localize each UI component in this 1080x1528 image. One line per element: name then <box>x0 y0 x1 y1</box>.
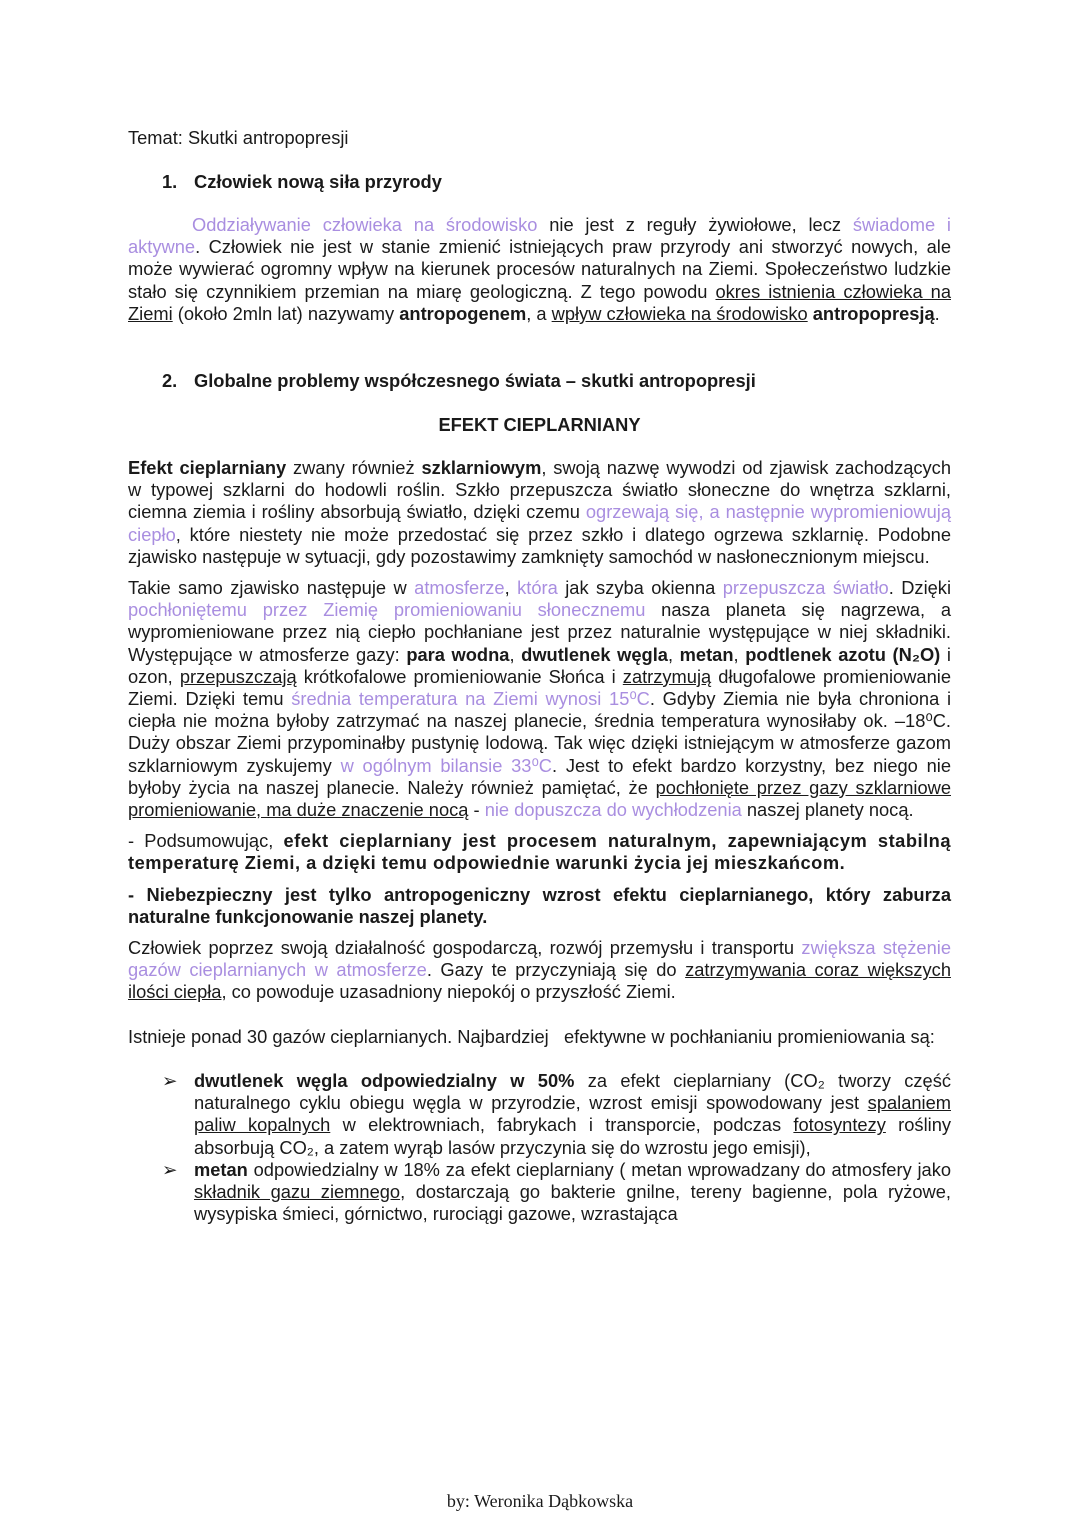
section-2-heading <box>128 369 951 393</box>
highlight-text: średnia temperatura na Ziemi wynosi 15⁰C <box>291 688 650 710</box>
highlight-text: ogrzewają się, a następnie wypromieniowują ciepło <box>128 501 951 545</box>
bold-text: szklarniowym <box>421 457 542 479</box>
text-run: Takie samo zjawisko następuje w <box>128 577 415 599</box>
human-impact-paragraph <box>128 937 951 1004</box>
text-run: , które niestety nie może przedostać się przez szkło i dlatego ogrzewa szklarnię. Podobne zjawisko następuje w sytuacji, gdy pozostawimy zamknięty samochód w nasłonecznionym miejscu. <box>128 523 951 567</box>
bold-text: Efekt cieplarniany <box>128 457 287 479</box>
highlight-text: w ogólnym bilansie 33⁰C <box>340 754 553 776</box>
gases-list <box>128 1070 951 1225</box>
bold-text: dwutlenek węgla odpowiedzialny w 50% <box>194 1069 575 1091</box>
underlined-text: spalaniem paliw kopalnych <box>194 1092 951 1136</box>
section-1-paragraph <box>128 214 951 325</box>
text-run: . Człowiek nie jest w stanie zmienić istniejących praw przyrody ani stworzyć nowych, ale może wywierać ogromny wpływ na kierunek procesów naturalnych na Ziemi. Społeczeństwo ludzkie stało się czynnikiem przemian na miarę geologiczną. Z tego powodu <box>128 236 951 302</box>
text-run: nasza planeta się nagrzewa, a wypromieniowane przez nią ciepło pochłaniane jest przez naturalnie występujące w niej składniki. Występujące w atmosferze gazy: <box>128 599 951 665</box>
section-2-subtitle: EFEKT CIEPLARNIANY <box>438 414 641 436</box>
text-run: i ozon, <box>128 643 951 687</box>
text-run: , <box>733 643 746 665</box>
bold-text: efekt cieplarniany jest procesem naturalnym, zapewniającym stabilną temperaturę Ziemi, a dzięki temu odpowiednie warunki życia jej mieszkańcom. <box>128 830 951 874</box>
author-footer: by: Weronika Dąbkowska <box>446 1491 634 1511</box>
underlined-text: pochłonięte przez gazy szklarniowe promieniowanie, ma duże znaczenie nocą <box>128 776 951 821</box>
text-run: za efekt cieplarniany (CO₂ tworzy część naturalnego cyklu obiegu węgla w przyrodzie, wzrost emisji spowodowany jest <box>194 1069 951 1114</box>
section-1-number: 1. <box>162 171 178 192</box>
greenhouse-paragraph-1 <box>128 457 951 568</box>
bold-text: metan <box>194 1158 248 1180</box>
summary-paragraph <box>128 830 951 874</box>
highlight-text: Oddziaływanie człowieka na środowisko <box>192 214 538 235</box>
highlight-text: świadome i aktywne <box>128 214 951 258</box>
text-run: odpowiedzialny w 18% za efekt cieplarniany ( metan wprowadzany do atmosfery jako <box>247 1158 951 1180</box>
list-item <box>128 1159 951 1226</box>
danger-paragraph: - Niebezpieczny jest tylko antropogeniczny wzrost efektu cieplarnianego, który zaburza naturalne funkcjonowanie naszej planety. <box>128 883 951 927</box>
text-run: , dostarczają go bakterie gnilne, tereny bagienne, pola ryżowe, wysypiska śmieci, górnictwo, rurociągi gazowe, wzrastająca <box>194 1180 951 1225</box>
underlined-text: okres istnienia człowieka na Ziemi <box>128 280 951 324</box>
text-run: . Jest to efekt bardzo korzystny, bez niego nie byłoby życia na naszej planecie. Należy również pamiętać, że <box>128 754 952 798</box>
bold-text: metan <box>679 643 734 665</box>
section-1-heading <box>128 170 951 194</box>
bold-text: dwutlenek węgla <box>521 643 668 665</box>
underlined-text: zatrzymują <box>622 665 712 687</box>
highlight-text: przepuszcza światło <box>722 577 889 599</box>
text-run: . Gdyby Ziemia nie była chroniona i ciepła nie można byłoby zatrzymać na naszej planecie, średnia temperatura wynosiłaby ok. –18⁰C. Duży obszar Ziemi przypominałby pustynię lodową. Tak więc dzięki istniejącym w atmosferze gazom szklarniowym zyskujemy <box>128 688 952 776</box>
underlined-text: składnik gazu ziemnego <box>194 1180 401 1202</box>
underlined-text: fotosyntezy <box>793 1114 886 1136</box>
document-page <box>128 126 951 1225</box>
text-run: jak szyba okienna <box>557 577 723 599</box>
text-run: . Dzięki <box>888 577 951 599</box>
text-run: krótkofalowe promieniowanie Słońca i <box>296 665 623 687</box>
text-run: naszej planety nocą. <box>741 799 914 821</box>
bold-text: para wodna <box>406 643 510 665</box>
text-run: Człowiek poprzez swoją działalność gospodarczą, rozwój przemysłu i transportu <box>128 937 802 959</box>
text-run: . <box>934 302 940 324</box>
bold-text: antropogenem <box>399 302 527 324</box>
section-1-title: Człowiek nową siła przyrody <box>194 171 442 192</box>
text-run: - Podsumowując, <box>128 830 284 852</box>
text-run: nie jest z reguły żywiołowe, lecz <box>537 214 853 235</box>
text-run: długofalowe promieniowanie Ziemi. Dzięki temu <box>128 665 951 710</box>
greenhouse-paragraph-2 <box>128 577 951 821</box>
highlight-text: pochłoniętemu przez Ziemię promieniowaniu słonecznemu <box>128 599 646 621</box>
arrow-bullet-icon: ➢ <box>162 1158 178 1180</box>
text-run: w elektrowniach, fabrykach i transporcie, podczas <box>330 1114 794 1136</box>
text-run: , <box>504 577 518 599</box>
section-2-number: 2. <box>162 370 178 392</box>
bold-text: podtlenek azotu (N₂O) <box>745 643 941 665</box>
underlined-text: przepuszczają <box>179 665 297 687</box>
list-item <box>128 1070 951 1159</box>
text-run: , <box>667 643 680 665</box>
section-2-title: Globalne problemy współczesnego świata – skutki antropopresji <box>194 370 756 392</box>
highlight-text: która <box>517 577 558 599</box>
text-run: , a <box>526 302 552 324</box>
text-run: rośliny absorbują CO₂, a zatem wyrąb lasów przyczynia się do wzrostu jego emisji), <box>194 1114 952 1158</box>
text-run: zwany również <box>286 457 422 479</box>
topic-line: Temat: Skutki antropopresji <box>128 127 349 148</box>
text-run: (około 2mln lat) nazywamy <box>172 302 400 324</box>
underlined-text: wpływ człowieka na środowisko <box>551 302 808 324</box>
highlight-text: nie dopuszcza do wychłodzenia <box>484 799 742 821</box>
text-run: , co powoduje uzasadniony niepokój o przyszłość Ziemi. <box>221 981 676 1003</box>
text-run: , <box>509 643 522 665</box>
highlight-text: zwiększa stężenie gazów cieplarnianych w atmosferze <box>128 937 951 981</box>
gases-intro-paragraph: Istnieje ponad 30 gazów cieplarnianych. Najbardziej efektywne w pochłanianiu promieniowania są: <box>128 1025 935 1047</box>
highlight-text: atmosferze <box>414 577 505 599</box>
bold-text: antropopresją <box>812 302 935 324</box>
arrow-bullet-icon: ➢ <box>162 1069 178 1091</box>
text-run: , swoją nazwę wywodzi od zjawisk zachodzących w typowej szklarni do hodowli roślin. Szkło przepuszcza światło słoneczne do wnętrza szklarni, ciemna ziemia i rośliny absorbują światło, dzięki czemu <box>128 457 951 523</box>
text-run: . Gazy te przyczyniają się do <box>426 959 686 981</box>
underlined-text: zatrzymywania coraz większych ilości ciepła <box>128 959 951 1003</box>
text-run: - <box>468 799 485 821</box>
